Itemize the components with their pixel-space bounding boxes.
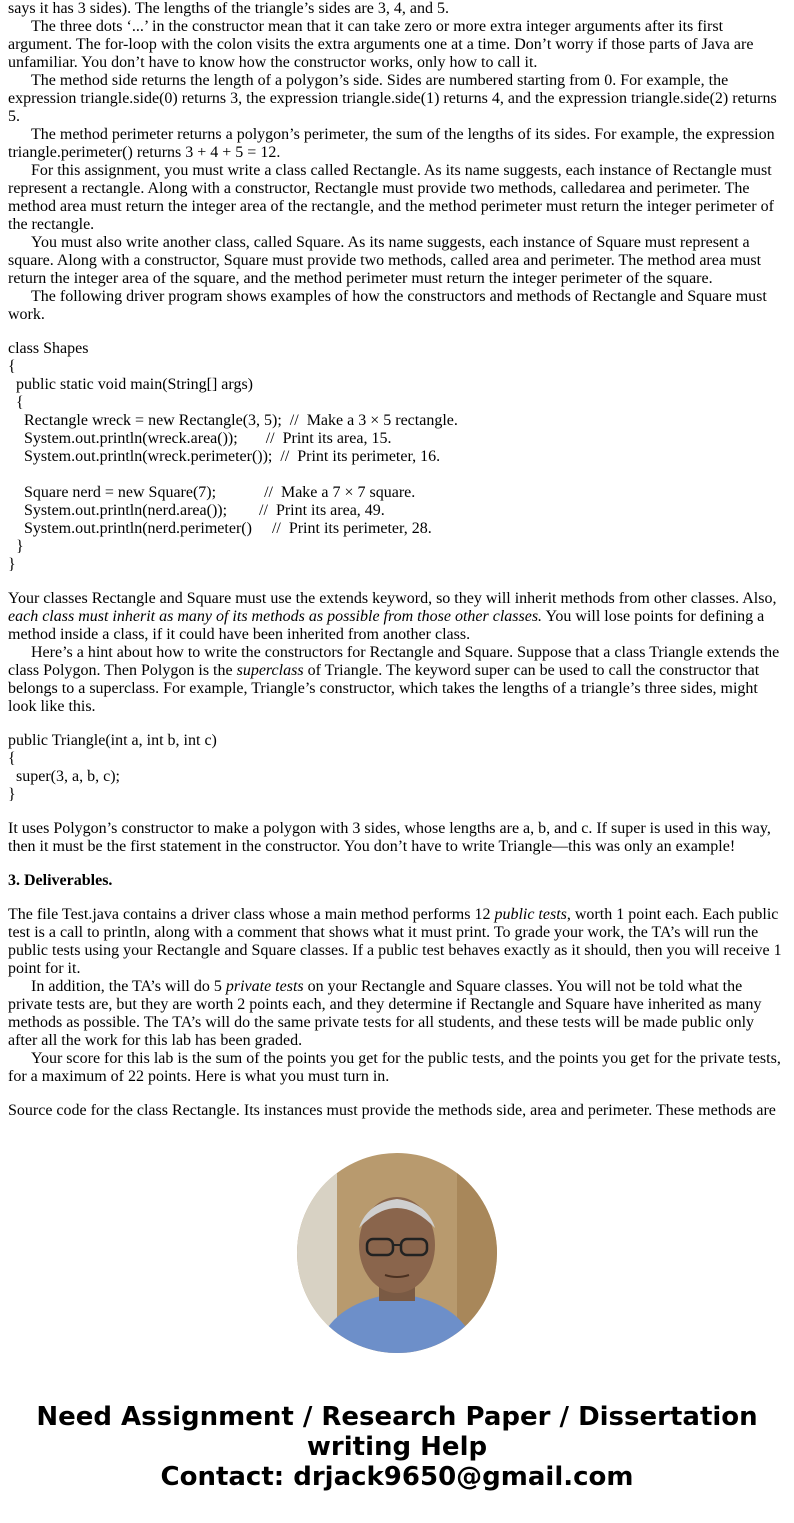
paragraph: It uses Polygon’s constructor to make a polygon with 3 sides, whose lengths are a, b, and c. If super is used in this way, then it must be the first statement in the constructor. You don’t have to write Triangle—this was only an example! — [8, 820, 771, 855]
paragraph: Your score for this lab is the sum of the points you get for the public tests, and the points you get for the private tests, for a maximum of 22 points. Here is what you must turn in. — [8, 1050, 781, 1085]
emphasis: each class must inherit as many of its methods as possible from those other classes. — [8, 608, 543, 625]
paragraph: Source code for the class Rectangle. Its instances must provide the methods side, area and perimeter. These methods are — [8, 1102, 776, 1119]
text: Your classes Rectangle and Square must use the extends keyword, so they will inherit methods from other classes. Also, — [8, 590, 777, 607]
paragraph: The three dots ‘...’ in the constructor mean that it can take zero or more extra integer arguments after its first argument. The for-loop with the colon visits the extra arguments one at a time. Don’t worry if those parts of Java are unfamiliar. You don’t have to know how the constructor works, only how to call it. — [8, 18, 754, 71]
paragraph: says it has 3 sides). The lengths of the triangle’s sides are 3, 4, and 5. — [8, 0, 449, 17]
banner-headline: Need Assignment / Research Paper / Dissertation writing Help — [36, 1402, 758, 1462]
paragraph: You must also write another class, called Square. As its name suggests, each instance of Square must represent a square. Along with a constructor, Square must provide two methods, called area and perimeter. The method area must return the integer area of the square, and the method perimeter must return the integer perimeter of the square. — [8, 234, 762, 287]
paragraph — [8, 590, 786, 644]
code-block-shapes: class Shapes { public static void main(String[] args) { Rectangle wreck = new Rectangle(3, 5); // Make a 3 × 5 rectangle. System.out.println(wreck.area()); // Print its area, 15. System.out.println(wreck.perimeter()); // Print its perimeter, 16. Square nerd = new Square(7); // Make a 7 × 7 square. System.out.println(nerd.area()); // Print its area, 49. System.out.println(nerd.perimeter() // Print its perimeter, 28. } } — [8, 340, 458, 573]
paragraph — [8, 644, 786, 716]
emphasis: superclass — [236, 662, 304, 679]
text: In addition, the TA’s will do 5 — [31, 978, 226, 995]
paragraph: The following driver program shows examples of how the constructors and methods of Rectangle and Square must work. — [8, 288, 767, 323]
profile-photo — [297, 1153, 497, 1353]
text: Here’s a hint about how to write the constructors for Rectangle and Square. Suppose that a class Triangle extends the class Polygon. Then Polygon is the — [8, 644, 780, 679]
paragraph — [8, 978, 786, 1050]
emphasis: private tests — [225, 978, 304, 995]
text: The file Test.java contains a driver class whose a main method performs 12 — [8, 906, 495, 923]
section-heading: 3. Deliverables. — [8, 872, 113, 889]
text: , worth 1 point each. Each public test is a call to println, along with a comment that shows what it must print. To grade your work, the TA’s will run the public tests using your Rectangle and Square classes. If a public test behaves exactly as it should, then you will receive 1 point for it. — [8, 906, 782, 977]
text: You will lose points for defining a method inside a class, if it could have been inherited from another class. — [8, 608, 765, 643]
paragraph: For this assignment, you must write a class called Rectangle. As its name suggests, each instance of Rectangle must represent a rectangle. Along with a constructor, Rectangle must provide two methods, calledarea and perimeter. The method area must return the integer area of the rectangle, and the method perimeter must return the integer perimeter of the rectangle. — [8, 162, 774, 233]
emphasis: public tests — [494, 906, 567, 923]
contact-banner — [0, 1402, 794, 1492]
text: on your Rectangle and Square classes. You will not be told what the private tests are, but they are worth 2 points each, and they determine if Rectangle and Square have inherited as many methods as possible. The TA’s will do the same private tests for all students, and these tests will be made public only after all the work for this lab has been graded. — [8, 978, 762, 1049]
text: of Triangle. The keyword super can be used to call the constructor that belongs to a superclass. For example, Triangle’s constructor, which takes the lengths of a triangle’s three sides, might look like this. — [8, 662, 760, 715]
paragraph — [8, 906, 786, 978]
paragraph: The method perimeter returns a polygon’s perimeter, the sum of the lengths of its sides. For example, the expression triangle.perimeter() returns 3 + 4 + 5 = 12. — [8, 126, 775, 161]
banner-contact: Contact: drjack9650@gmail.com — [160, 1462, 634, 1492]
code-block-triangle: public Triangle(int a, int b, int c) { super(3, a, b, c); } — [8, 732, 217, 803]
paragraph: The method side returns the length of a polygon’s side. Sides are numbered starting from 0. For example, the expression triangle.side(0) returns 3, the expression triangle.side(1) returns 4, and the expression triangle.side(2) returns 5. — [8, 72, 777, 125]
